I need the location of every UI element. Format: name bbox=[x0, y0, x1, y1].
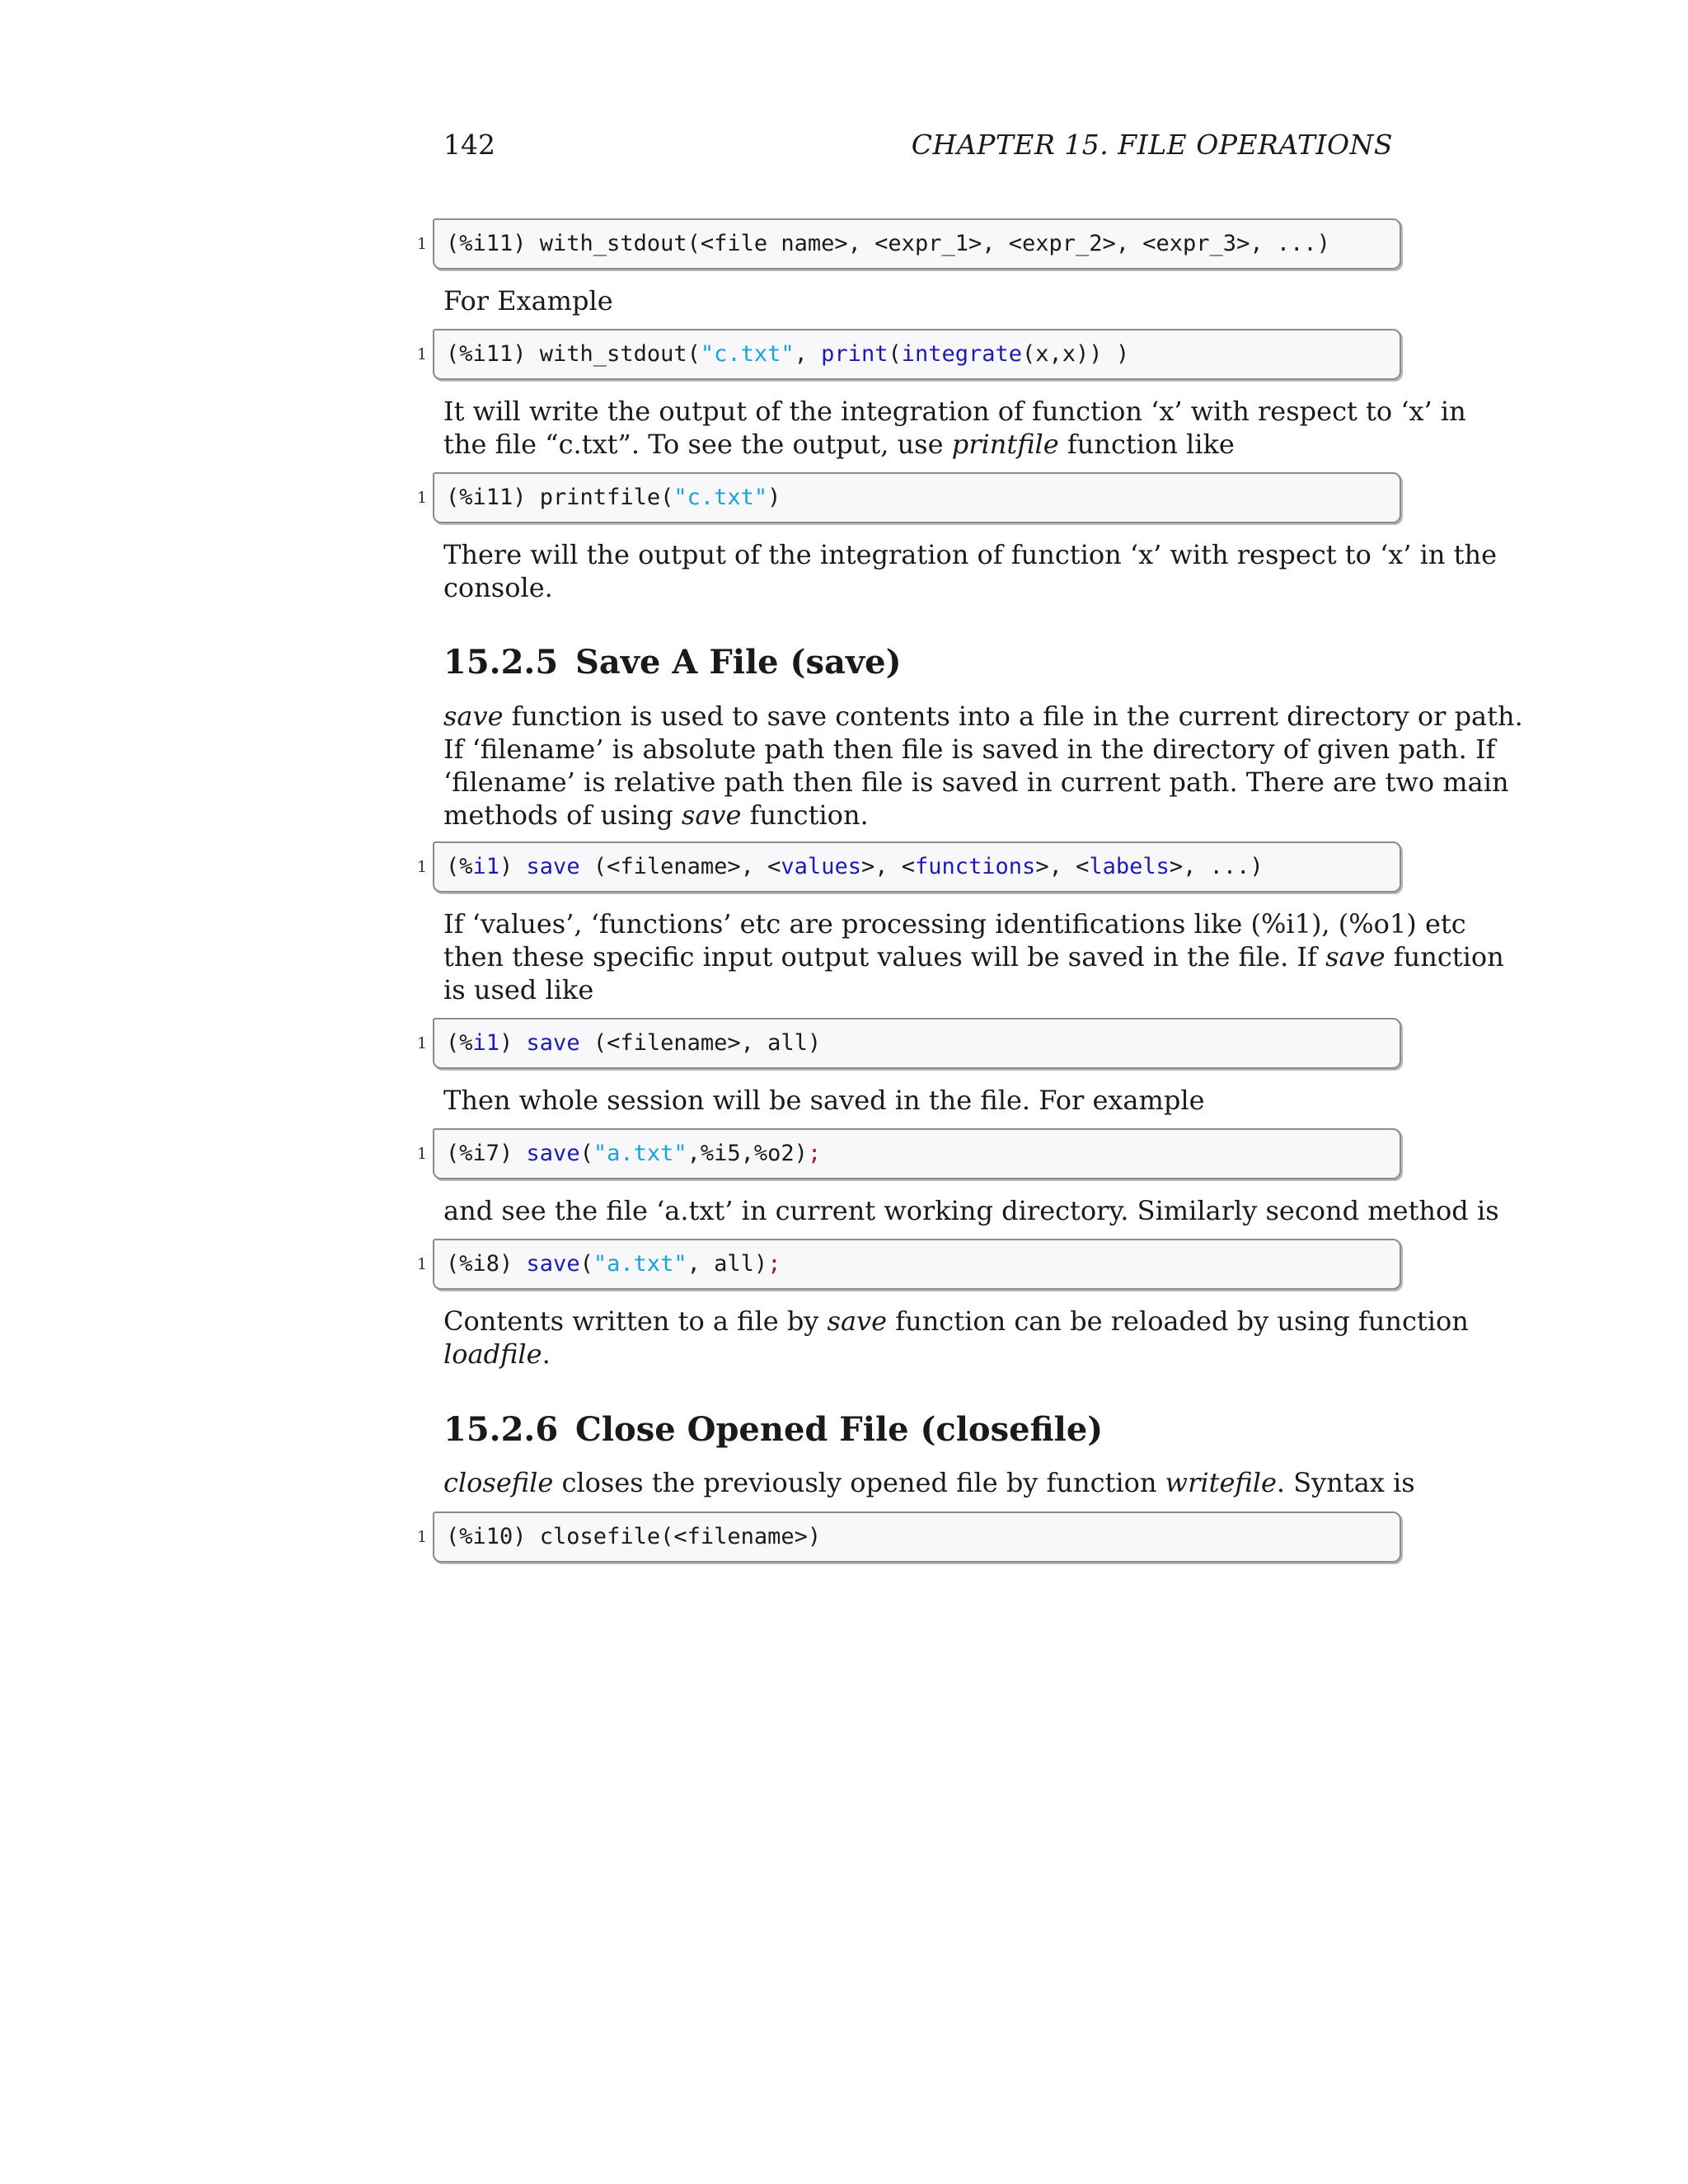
code-text: (%i1) save (<filename>, all) bbox=[446, 1030, 822, 1056]
text-line: If ‘filename’ is absolute path then file is saved in the directory of given path. If bbox=[443, 733, 1496, 765]
code-block-printfile bbox=[433, 472, 1401, 523]
code-string: "c.txt" bbox=[673, 485, 768, 510]
code-string: "a.txt" bbox=[593, 1251, 687, 1277]
text-line: For Example bbox=[443, 285, 613, 316]
text-line: Then whole session will be saved in the file. For example bbox=[443, 1085, 1205, 1116]
text-line: and see the file ‘a.txt’ in current working directory. Similarly second method is bbox=[443, 1195, 1499, 1226]
code-line-number: 1 bbox=[417, 1034, 428, 1052]
code-text: (%i11) with_stdout(<file name>, <expr_1>, <expr_2>, <expr_3>, ...) bbox=[446, 231, 1330, 256]
running-header bbox=[443, 124, 1393, 166]
code-block-save-syntax bbox=[433, 841, 1401, 893]
code-keyword: print bbox=[821, 341, 889, 367]
section-heading-closefile bbox=[443, 1408, 1103, 1451]
code-text: (%i11) printfile("c.txt") bbox=[446, 485, 781, 510]
paragraph-whole-session bbox=[443, 1084, 1393, 1117]
code-block-save-all bbox=[433, 1018, 1401, 1069]
text-line: ‘filename’ is relative path then file is saved in current path. There are two main bbox=[443, 766, 1509, 798]
code-line-number: 1 bbox=[417, 858, 428, 876]
text-line: closefile closes the previously opened file by function writefile. Syntax is bbox=[443, 1467, 1415, 1498]
text-line: If ‘values’, ‘functions’ etc are processing identifications like (%i1), (%o1) etc bbox=[443, 908, 1466, 940]
paragraph-closefile-description bbox=[443, 1466, 1415, 1499]
paragraph-for-example bbox=[443, 284, 1393, 317]
section-heading-save bbox=[443, 641, 902, 684]
code-string: "c.txt" bbox=[700, 341, 795, 367]
text-line: methods of using save function. bbox=[443, 799, 869, 831]
text-line: There will the output of the integration of function ‘x’ with respect to ‘x’ in the bbox=[443, 539, 1498, 570]
paragraph-save-values bbox=[443, 907, 1504, 1006]
text-line: loadfile. bbox=[443, 1338, 551, 1370]
code-keyword: integrate bbox=[901, 341, 1023, 367]
code-block-with-stdout-syntax bbox=[433, 218, 1401, 269]
code-line-number: 1 bbox=[417, 1145, 428, 1163]
emphasis: closefile bbox=[443, 1467, 554, 1498]
code-block-save-example-2 bbox=[433, 1239, 1401, 1290]
code-text: (%i7) save("a.txt",%i5,%o2); bbox=[446, 1141, 822, 1166]
paragraph-loadfile bbox=[443, 1305, 1469, 1371]
code-keyword: save bbox=[526, 1030, 580, 1056]
code-text: (%i1) save (<filename>, <values>, <functions>, <labels>, ...) bbox=[446, 854, 1264, 879]
code-keyword: save bbox=[526, 1251, 580, 1277]
code-line-number: 1 bbox=[417, 1255, 428, 1273]
code-line-number: 1 bbox=[417, 489, 428, 507]
code-block-with-stdout-example bbox=[433, 329, 1401, 380]
emphasis: writefile bbox=[1165, 1467, 1277, 1498]
paragraph-save-description bbox=[443, 700, 1523, 832]
code-text: (%i10) closefile(<filename>) bbox=[446, 1524, 822, 1549]
chapter-title: CHAPTER 15. FILE OPERATIONS bbox=[911, 129, 1393, 161]
text-line: It will write the output of the integration of function ‘x’ with respect to ‘x’ in bbox=[443, 396, 1466, 427]
text-line: the file “c.txt”. To see the output, use printfile function like bbox=[443, 429, 1235, 460]
emphasis: save bbox=[827, 1305, 888, 1337]
section-number: 15.2.6 bbox=[443, 1410, 559, 1449]
paragraph-see-file bbox=[443, 1194, 1499, 1227]
paragraph-integration-output bbox=[443, 395, 1466, 461]
code-line-number: 1 bbox=[417, 235, 428, 253]
code-line-number: 1 bbox=[417, 345, 428, 363]
emphasis: save bbox=[681, 799, 742, 831]
code-text: (%i11) with_stdout("c.txt", print(integrate(x,x)) ) bbox=[446, 341, 1130, 367]
section-title: Save A File (save) bbox=[575, 643, 902, 682]
paragraph-console-output bbox=[443, 538, 1498, 604]
code-block-save-example-1 bbox=[433, 1128, 1401, 1179]
text-line: Contents written to a file by save function can be reloaded by using function bbox=[443, 1305, 1469, 1337]
code-text: (%i8) save("a.txt", all); bbox=[446, 1251, 781, 1277]
code-block-closefile bbox=[433, 1511, 1401, 1563]
code-string: "a.txt" bbox=[593, 1141, 687, 1166]
text-line: console. bbox=[443, 572, 553, 603]
page-number: 142 bbox=[443, 129, 495, 161]
code-keyword: save bbox=[526, 1141, 580, 1166]
section-title: Close Opened File (closefile) bbox=[575, 1410, 1104, 1449]
text-line: then these specific input output values will be saved in the file. If save function bbox=[443, 941, 1504, 972]
text-line: is used like bbox=[443, 974, 594, 1005]
emphasis: save bbox=[443, 701, 504, 732]
emphasis: loadfile bbox=[443, 1338, 542, 1370]
code-line-number: 1 bbox=[417, 1528, 428, 1546]
emphasis: save bbox=[1325, 941, 1386, 972]
code-keyword: save bbox=[526, 854, 580, 879]
text-line: save function is used to save contents into a file in the current directory or path. bbox=[443, 701, 1523, 732]
section-number: 15.2.5 bbox=[443, 643, 559, 682]
emphasis: printfile bbox=[951, 429, 1059, 460]
